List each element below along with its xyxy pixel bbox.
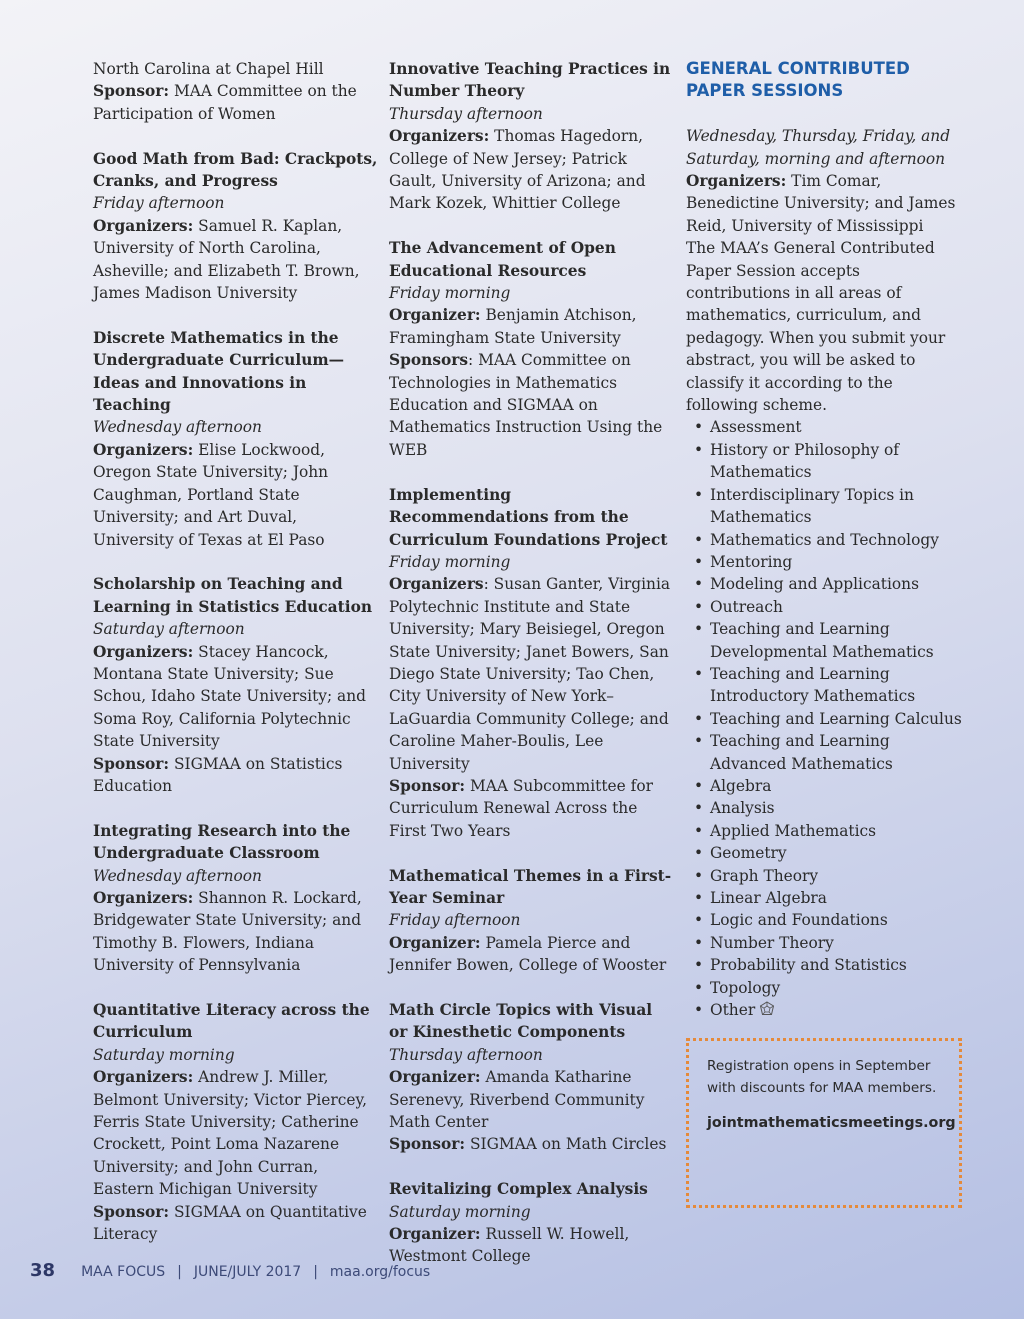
detail-label: Organizer: — [389, 1225, 481, 1244]
detail-text: Benjamin Atchison, Framingham State University — [389, 306, 637, 347]
topic-label: Algebra — [710, 776, 772, 795]
session-block — [389, 1178, 674, 1268]
session-title: Mathematical Themes in a First-Year Seminar — [389, 866, 672, 907]
session-detail — [93, 1201, 378, 1246]
session-detail — [389, 349, 674, 461]
session-title: Math Circle Topics with Visual or Kinesthetic Components — [389, 1001, 653, 1042]
detail-text: Amanda Katharine Serenevy, Riverbend Community Math Center — [389, 1068, 645, 1132]
session-detail — [93, 439, 378, 551]
page-number: 38 — [30, 1260, 56, 1281]
topic-item — [686, 439, 968, 484]
polyhedron-icon — [759, 1001, 775, 1017]
gcp-organizers — [686, 170, 968, 237]
page-footer — [30, 1260, 430, 1286]
topic-item — [686, 529, 968, 551]
footer-issue: JUNE/JULY 2017 — [193, 1264, 302, 1280]
session-time: Thursday afternoon — [389, 104, 543, 123]
session-block — [389, 484, 674, 843]
detail-text: SIGMAA on Quantitative Literacy — [93, 1202, 367, 1244]
column-right — [686, 58, 968, 1021]
session-title: Good Math from Bad: Crackpots, Cranks, and Progress — [93, 149, 378, 191]
detail-label: Organizers — [389, 575, 484, 594]
gcp-organizers-text: Tim Comar, Benedictine University; and James Reid, University of Mississippi — [686, 172, 956, 235]
detail-text: SIGMAA on Statistics Education — [93, 754, 343, 795]
session-block — [93, 999, 378, 1245]
session-block — [93, 573, 378, 797]
session-time: Wednesday afternoon — [93, 866, 262, 885]
topic-label: Interdisciplinary Topics in Mathematics — [710, 485, 914, 527]
detail-text: Stacey Hancock, Montana State University; Sue Schou, Idaho State University; and Soma Roy, California Polytechnic State University — [93, 642, 366, 751]
topic-label: Graph Theory — [710, 866, 819, 885]
topic-label: Teaching and Learning Introductory Mathematics — [710, 664, 916, 706]
session-title: Innovative Teaching Practices in Number Theory — [389, 60, 671, 101]
session-time: Wednesday afternoon — [93, 418, 262, 437]
detail-label: Organizers: — [93, 1068, 194, 1087]
topic-item — [686, 573, 968, 595]
topic-label: Assessment — [710, 418, 802, 437]
detail-label: Organizers: — [93, 888, 194, 907]
topic-item — [686, 484, 968, 529]
detail-text: Samuel R. Kaplan, University of North Carolina, Asheville; and Elizabeth T. Brown, James Madison University — [93, 216, 360, 303]
topic-label: Linear Algebra — [710, 889, 827, 908]
detail-text: SIGMAA on Math Circles — [465, 1135, 667, 1154]
detail-label: Sponsor: — [93, 754, 170, 773]
detail-label: Organizers: — [93, 440, 194, 459]
topic-item — [686, 865, 968, 887]
gcp-description: The MAA’s General Contributed Paper Session accepts contributions in all areas of mathematics, curriculum, and pedagogy. When you submit your abstract, you will be asked to classify it according to the following scheme. — [686, 239, 946, 415]
topic-label: Other — [710, 1001, 756, 1020]
topic-label: Teaching and Learning Developmental Mathematics — [710, 620, 934, 661]
session-detail — [389, 1133, 674, 1155]
session-title: Scholarship on Teaching and Learning in Statistics Education — [93, 575, 373, 616]
detail-text: Russell W. Howell, Westmont College — [389, 1225, 630, 1266]
detail-label: Sponsors — [389, 351, 469, 370]
detail-label: Sponsor: — [93, 1202, 170, 1221]
detail-label: Sponsor: — [389, 1135, 466, 1154]
session-detail — [389, 1223, 674, 1268]
footer-separator: | — [313, 1264, 318, 1280]
session-time: Thursday afternoon — [389, 1045, 543, 1064]
detail-text: Pamela Pierce and Jennifer Bowen, College of Wooster — [389, 933, 667, 975]
topic-label: History or Philosophy of Mathematics — [710, 440, 900, 482]
detail-label: Organizer: — [389, 1068, 481, 1087]
topic-label: Analysis — [710, 799, 775, 818]
topic-label: Logic and Foundations — [710, 911, 888, 930]
topic-label: Outreach — [710, 597, 783, 616]
session-block — [93, 820, 378, 977]
detail-label: Organizers: — [389, 127, 490, 146]
topic-label: Teaching and Learning Advanced Mathematics — [710, 732, 893, 773]
topic-item — [686, 551, 968, 573]
topic-label: Probability and Statistics — [710, 956, 907, 975]
detail-text: : MAA Committee on Technologies in Mathematics Education and SIGMAA on Mathematics Instruction Using the WEB — [389, 351, 663, 459]
session-detail — [93, 80, 378, 125]
gcp-organizers-label: Organizers: — [686, 172, 787, 191]
detail-label: Organizer: — [389, 306, 481, 325]
topic-label: Geometry — [710, 844, 787, 863]
detail-text: Shannon R. Lockard, Bridgewater State University; and Timothy B. Flowers, Indiana University of Pennsylvania — [93, 888, 362, 975]
detail-text: Thomas Hagedorn, College of New Jersey; Patrick Gault, University of Arizona; and Mark Kozek, Whittier College — [389, 127, 646, 213]
topic-label: Topology — [710, 978, 781, 997]
session-time: Saturday afternoon — [93, 620, 245, 639]
topic-label: Applied Mathematics — [710, 821, 877, 840]
session-block — [389, 999, 674, 1156]
detail-text: MAA Subcommittee for Curriculum Renewal Across the First Two Years — [389, 776, 653, 840]
session-detail — [93, 215, 378, 305]
detail-text: : Susan Ganter, Virginia Polytechnic Institute and State University; Mary Beisiegel, Oregon State University; Janet Bowers, San Diego State University; Tao Chen, City University of New York–LaGuardia Community College; and Caroline Maher-Boulis, Lee University — [389, 575, 671, 773]
session-detail — [389, 125, 674, 215]
session-detail — [389, 1066, 674, 1133]
detail-text: Andrew J. Miller, Belmont University; Victor Piercey, Ferris State University; Catherine Crockett, Point Loma Nazarene University; and John Curran, Eastern Michigan University — [93, 1068, 368, 1199]
session-block — [389, 237, 674, 461]
topic-label: Mathematics and Technology — [710, 530, 939, 549]
session-detail — [93, 641, 378, 753]
topic-item — [686, 596, 968, 618]
footer-publication: MAA FOCUS — [81, 1264, 166, 1280]
session-title: Integrating Research into the Undergraduate Classroom — [93, 821, 351, 863]
gcp-when: Wednesday, Thursday, Friday, and Saturday, morning and afternoon — [686, 127, 951, 168]
topic-item — [686, 775, 968, 797]
session-time: Friday morning — [389, 552, 511, 571]
footer-site[interactable]: maa.org/focus — [329, 1264, 431, 1280]
session-detail — [389, 775, 674, 842]
topic-item — [686, 618, 968, 663]
detail-text: North Carolina at Chapel Hill — [93, 60, 324, 78]
column-left — [93, 58, 378, 1245]
session-time: Friday morning — [389, 284, 511, 303]
session-block — [389, 865, 674, 977]
topic-label: Number Theory — [710, 933, 834, 952]
session-detail — [389, 573, 674, 775]
session-detail — [93, 58, 378, 80]
detail-text: Elise Lockwood, Oregon State University; John Caughman, Portland State University; and Art Duval, University of Texas at El Paso — [93, 440, 329, 549]
registration-text: Registration opens in September with discounts for MAA members. — [707, 1058, 937, 1097]
footer-separator: | — [177, 1264, 182, 1280]
session-detail — [93, 887, 378, 977]
session-time: Friday afternoon — [93, 194, 225, 213]
session-detail — [93, 753, 378, 798]
detail-label: Sponsor: — [93, 82, 170, 101]
topic-item — [686, 999, 968, 1021]
topic-label: Mentoring — [710, 552, 793, 571]
topic-item — [686, 842, 968, 864]
session-title: Implementing Recommendations from the Curriculum Foundations Project — [389, 485, 668, 549]
topic-item — [686, 909, 968, 931]
detail-label: Organizers: — [93, 216, 194, 235]
session-title: Discrete Mathematics in the Undergraduate Curriculum—Ideas and Innovations in Teaching — [93, 328, 345, 415]
topic-item — [686, 954, 968, 976]
session-title: Quantitative Literacy across the Curriculum — [93, 1000, 370, 1042]
topic-list — [686, 416, 968, 1021]
gcp-heading: GENERAL CONTRIBUTED PAPER SESSIONS — [686, 59, 910, 101]
column-middle — [389, 58, 674, 1268]
topic-item — [686, 708, 968, 730]
session-detail — [93, 1066, 378, 1200]
session-block — [389, 58, 674, 215]
detail-label: Organizer: — [389, 933, 481, 952]
session-time: Friday afternoon — [389, 911, 521, 930]
session-detail — [389, 932, 674, 977]
topic-label: Modeling and Applications — [710, 575, 919, 594]
session-title: The Advancement of Open Educational Resources — [389, 239, 616, 280]
topic-item — [686, 932, 968, 954]
topic-item — [686, 663, 968, 708]
detail-label: Sponsor: — [389, 776, 466, 795]
session-time: Saturday morning — [93, 1045, 235, 1064]
session-title: Revitalizing Complex Analysis — [389, 1180, 648, 1199]
topic-item — [686, 977, 968, 999]
topic-item — [686, 416, 968, 438]
session-block — [93, 148, 378, 305]
topic-item — [686, 797, 968, 819]
registration-box — [686, 1038, 962, 1208]
topic-label: Teaching and Learning Calculus — [710, 709, 962, 728]
detail-text: MAA Committee on the Participation of Women — [93, 82, 357, 123]
registration-url[interactable]: jointmathematicsmeetings.org — [707, 1114, 956, 1131]
session-block — [93, 58, 378, 125]
topic-item — [686, 820, 968, 842]
topic-item — [686, 730, 968, 775]
session-time: Saturday morning — [389, 1202, 531, 1221]
detail-label: Organizers: — [93, 642, 194, 661]
session-detail — [389, 304, 674, 349]
topic-item — [686, 887, 968, 909]
session-block — [93, 327, 378, 551]
